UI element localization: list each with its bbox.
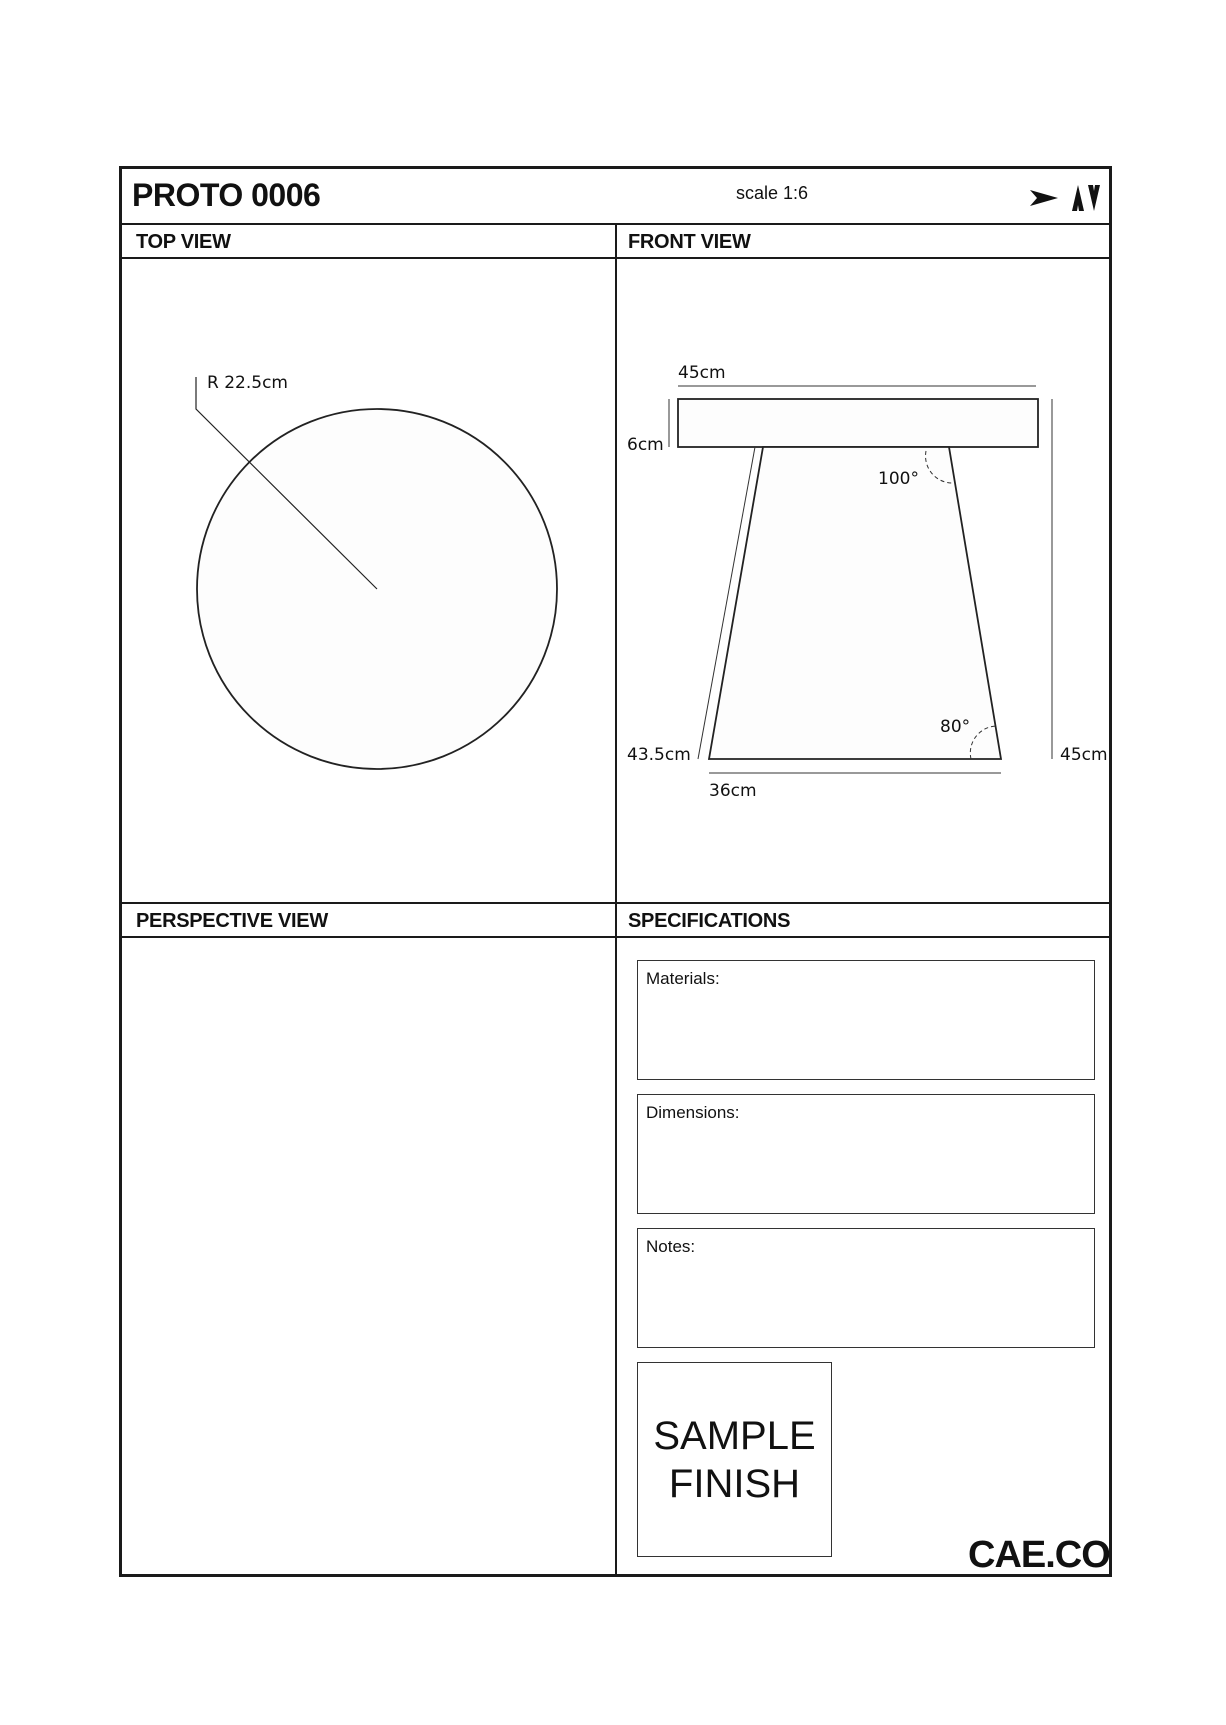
notes-label: Notes:	[646, 1237, 696, 1256]
radius-label: R 22.5cm	[207, 373, 288, 393]
base-width-label: 36cm	[709, 781, 757, 801]
leg-length-label: 43.5cm	[627, 745, 691, 765]
upper-angle-label: 100°	[878, 469, 919, 489]
dimensions-box[interactable]	[637, 1094, 1095, 1214]
section-label-front-view: FRONT VIEW	[628, 231, 751, 253]
pedestal-shape	[709, 447, 1001, 759]
lower-angle-label: 80°	[940, 717, 971, 737]
front-view-drawing	[616, 259, 1112, 901]
tabletop-rect	[678, 399, 1038, 447]
top-view-drawing	[122, 259, 614, 901]
section-label-top-view: TOP VIEW	[136, 231, 231, 253]
section-label-specifications: SPECIFICATIONS	[628, 910, 791, 932]
thickness-label: 6cm	[627, 435, 664, 455]
sample-finish-box	[637, 1362, 832, 1557]
top-width-label: 45cm	[678, 363, 726, 383]
section-label-perspective-view: PERSPECTIVE VIEW	[136, 910, 328, 932]
brand-logo: CAE.CO	[968, 1534, 1110, 1576]
materials-box[interactable]	[637, 960, 1095, 1080]
page-title: PROTO 0006	[132, 177, 321, 213]
materials-label: Materials:	[646, 969, 720, 988]
cae-logo-icon	[1028, 181, 1108, 215]
sample-finish-label: SAMPLE FINISH	[653, 1413, 816, 1506]
drawing-sheet	[119, 166, 1112, 1577]
dimensions-label: Dimensions:	[646, 1103, 740, 1122]
height-label: 45cm	[1060, 745, 1108, 765]
notes-box[interactable]	[637, 1228, 1095, 1348]
scale-label: scale 1:6	[736, 183, 809, 203]
